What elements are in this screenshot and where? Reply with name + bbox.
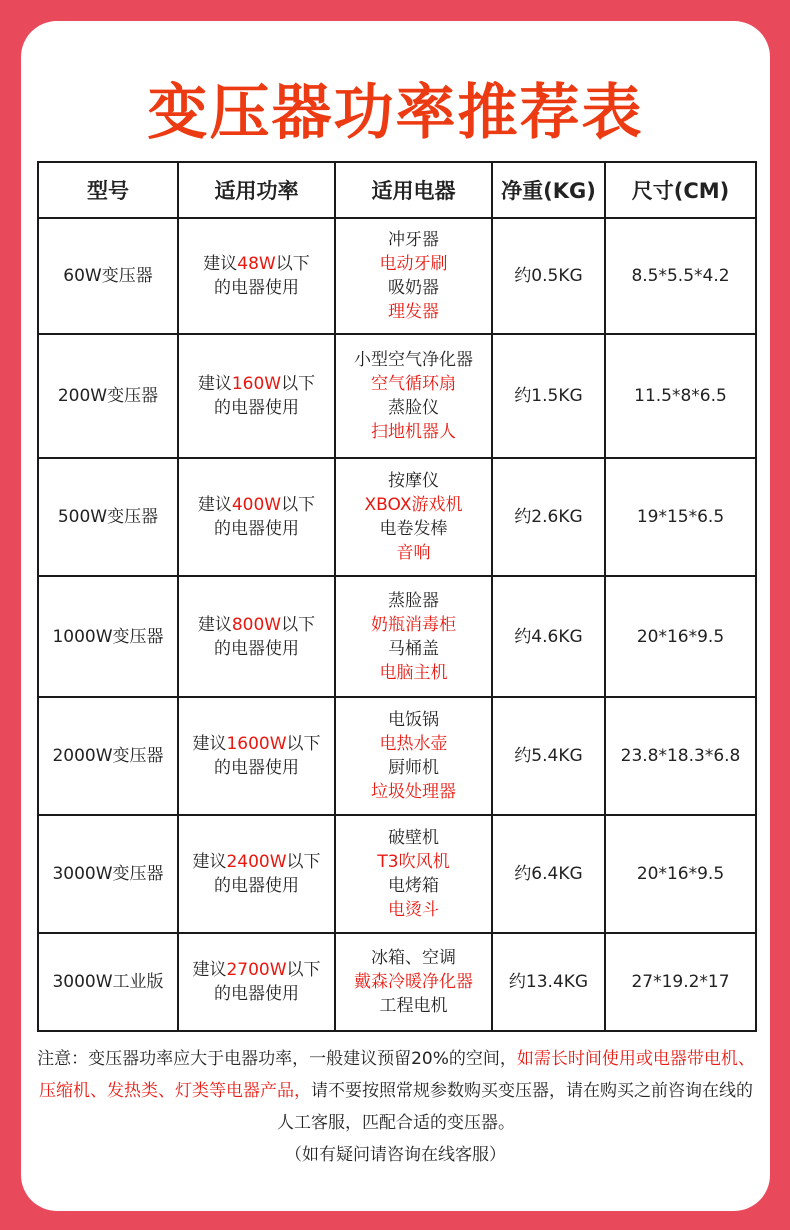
table-row [38, 458, 756, 576]
header-power: 适用功率 [178, 162, 335, 218]
header-model: 型号 [38, 162, 178, 218]
model-cell: 1000W变压器 [38, 576, 178, 697]
appliances-cell [335, 815, 492, 933]
appliance-item: XBOX游戏机 [364, 495, 463, 515]
power-line2: 的电器使用 [214, 984, 299, 1004]
size-cell: 19*15*6.5 [605, 458, 756, 576]
page-title: 变压器功率推荐表 [147, 78, 644, 148]
power-line2: 的电器使用 [214, 758, 299, 778]
note-part3: 请不要按照常规参数购买变压器，请在购买之前咨询在线的人工客服，匹配合适的变压器。 [277, 1081, 753, 1133]
hint-text: （如有疑问请咨询在线客服） [285, 1145, 506, 1165]
model-cell: 2000W变压器 [38, 697, 178, 815]
appliance-item: 戴森冷暖净化器 [354, 972, 473, 992]
power-value: 2400W [226, 852, 287, 872]
power-value: 800W [231, 614, 282, 635]
power-pre: 建议 [192, 960, 227, 980]
power-line2: 的电器使用 [214, 876, 299, 896]
power-post: 以下 [286, 960, 321, 980]
power-line2: 的电器使用 [214, 638, 299, 659]
power-line2: 的电器使用 [214, 398, 299, 418]
weight-cell: 约1.5KG [492, 334, 605, 458]
power-pre: 建议 [192, 734, 227, 754]
power-pre: 建议 [197, 495, 232, 515]
header-appliances: 适用电器 [335, 162, 492, 218]
power-cell [178, 933, 335, 1031]
appliance-item: 电脑主机 [379, 662, 448, 683]
power-post: 以下 [275, 254, 310, 274]
appliance-item: 电卷发棒 [379, 519, 448, 539]
table-row [38, 697, 756, 815]
power-cell [178, 458, 335, 576]
power-cell [178, 218, 335, 334]
power-post: 以下 [286, 852, 321, 872]
appliance-item: 按摩仪 [388, 471, 439, 491]
note-text [31, 1043, 761, 1139]
power-value: 2700W [226, 960, 287, 980]
appliances-cell [335, 334, 492, 458]
power-post: 以下 [281, 495, 316, 515]
weight-cell: 约0.5KG [492, 218, 605, 334]
appliance-item: 空气循环扇 [371, 374, 456, 394]
table-row [38, 218, 756, 334]
power-value: 48W [237, 254, 276, 274]
power-recommendation-table [37, 161, 757, 1032]
power-line2: 的电器使用 [214, 278, 299, 298]
appliances-cell [335, 458, 492, 576]
appliances-cell [335, 576, 492, 697]
model-cell: 3000W变压器 [38, 815, 178, 933]
power-post: 以下 [281, 374, 316, 394]
appliance-item: 蒸脸仪 [388, 398, 439, 418]
power-cell [178, 697, 335, 815]
appliance-item: 电动牙刷 [379, 254, 448, 274]
appliance-item: 小型空气净化器 [354, 350, 473, 370]
appliance-item: 扫地机器人 [371, 422, 456, 442]
table-row [38, 815, 756, 933]
appliance-item: 电烤箱 [388, 876, 439, 896]
appliances-cell [335, 697, 492, 815]
power-pre: 建议 [203, 254, 238, 274]
size-cell: 23.8*18.3*6.8 [605, 697, 756, 815]
weight-cell: 约4.6KG [492, 576, 605, 697]
note-part2-highlight: 如需长时间使用或电器带电机、压缩机、发热类、灯类等电器产品， [39, 1049, 755, 1101]
appliances-cell [335, 218, 492, 334]
appliance-item: 冰箱、空调 [371, 948, 456, 968]
appliance-item: 电烫斗 [388, 900, 439, 920]
appliance-item: 厨师机 [388, 758, 439, 778]
appliance-item: 垃圾处理器 [371, 782, 456, 802]
weight-cell: 约2.6KG [492, 458, 605, 576]
header-weight: 净重(KG) [492, 162, 605, 218]
model-cell: 200W变压器 [38, 334, 178, 458]
appliance-item: 电饭锅 [388, 710, 439, 730]
power-value: 160W [231, 374, 282, 394]
table-header-row [38, 162, 756, 218]
table-row [38, 933, 756, 1031]
power-line2: 的电器使用 [214, 519, 299, 539]
size-cell: 20*16*9.5 [605, 576, 756, 697]
power-cell [178, 815, 335, 933]
power-pre: 建议 [197, 374, 232, 394]
appliance-item: 吸奶器 [388, 278, 439, 298]
appliance-item: 音响 [396, 543, 431, 563]
weight-cell: 约6.4KG [492, 815, 605, 933]
table-body [38, 218, 756, 1031]
power-value: 1600W [226, 734, 287, 754]
power-post: 以下 [286, 734, 321, 754]
model-cell: 3000W工业版 [38, 933, 178, 1031]
power-cell [178, 334, 335, 458]
model-cell: 60W变压器 [38, 218, 178, 334]
note-part1: 注意：变压器功率应大于电器功率，一般建议预留20%的空间， [37, 1049, 517, 1069]
appliance-item: 马桶盖 [388, 638, 439, 659]
weight-cell: 约5.4KG [492, 697, 605, 815]
appliances-cell [335, 933, 492, 1031]
appliance-item: 冲牙器 [388, 230, 439, 250]
power-cell [178, 576, 335, 697]
size-cell: 27*19.2*17 [605, 933, 756, 1031]
appliance-item: 奶瓶消毒柜 [371, 614, 456, 635]
size-cell: 20*16*9.5 [605, 815, 756, 933]
power-pre: 建议 [197, 614, 232, 635]
header-size: 尺寸(CM) [605, 162, 756, 218]
size-cell: 11.5*8*6.5 [605, 334, 756, 458]
model-cell: 500W变压器 [38, 458, 178, 576]
size-cell: 8.5*5.5*4.2 [605, 218, 756, 334]
power-pre: 建议 [192, 852, 227, 872]
appliance-item: T3吹风机 [377, 852, 450, 872]
table-row [38, 576, 756, 697]
appliance-item: 蒸脸器 [388, 590, 439, 611]
appliance-item: 破壁机 [388, 828, 439, 848]
appliance-item: 理发器 [388, 302, 439, 322]
appliance-item: 电热水壶 [379, 734, 448, 754]
appliance-item: 工程电机 [379, 996, 448, 1016]
weight-cell: 约13.4KG [492, 933, 605, 1031]
power-post: 以下 [281, 614, 316, 635]
table-row [38, 334, 756, 458]
power-value: 400W [231, 495, 282, 515]
content-card [21, 21, 770, 1211]
